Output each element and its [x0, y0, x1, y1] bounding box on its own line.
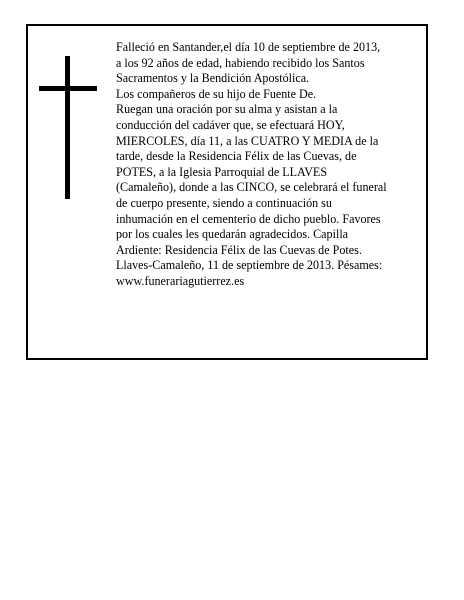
notice-line: por los cuales les quedarán agradecidos. Capilla — [116, 227, 349, 242]
notice-line: de cuerpo presente, siendo a continuación su — [116, 195, 332, 210]
obituary-notice — [26, 24, 428, 360]
notice-line: Llaves-Camaleño, 11 de septiembre de 2013. Pésames: — [116, 258, 383, 273]
notice-line: Sacramentos y la Bendición Apostólica. — [116, 71, 310, 86]
latin-cross-icon — [39, 56, 97, 199]
notice-line: a los 92 años de edad, habiendo recibido los Santos — [116, 55, 365, 70]
notice-line: Los compañeros de su hijo de Fuente De. — [116, 86, 317, 101]
notice-line: inhumación en el cementerio de dicho pueblo. Favores — [116, 211, 381, 226]
notice-website[interactable]: www.funerariagutierrez.es — [116, 273, 245, 288]
notice-line: POTES, a la Iglesia Parroquial de LLAVES — [116, 164, 328, 179]
notice-line: tarde, desde la Residencia Félix de las Cuevas, de — [116, 149, 357, 164]
notice-line: conducción del cadáver que, se efectuará HOY, — [116, 117, 345, 132]
notice-text — [116, 40, 420, 290]
notice-line: (Camaleño), donde a las CINCO, se celebrará el funeral — [116, 180, 387, 195]
cross-vertical-bar — [65, 56, 70, 199]
cross-horizontal-bar — [39, 86, 97, 91]
notice-line: MIERCOLES, día 11, a las CUATRO Y MEDIA de la — [116, 133, 379, 148]
notice-line: Falleció en Santander,el día 10 de septiembre de 2013, — [116, 40, 381, 54]
notice-line: Ardiente: Residencia Félix de las Cuevas de Potes. — [116, 242, 362, 257]
notice-line: Ruegan una oración por su alma y asistan a la — [116, 102, 338, 117]
